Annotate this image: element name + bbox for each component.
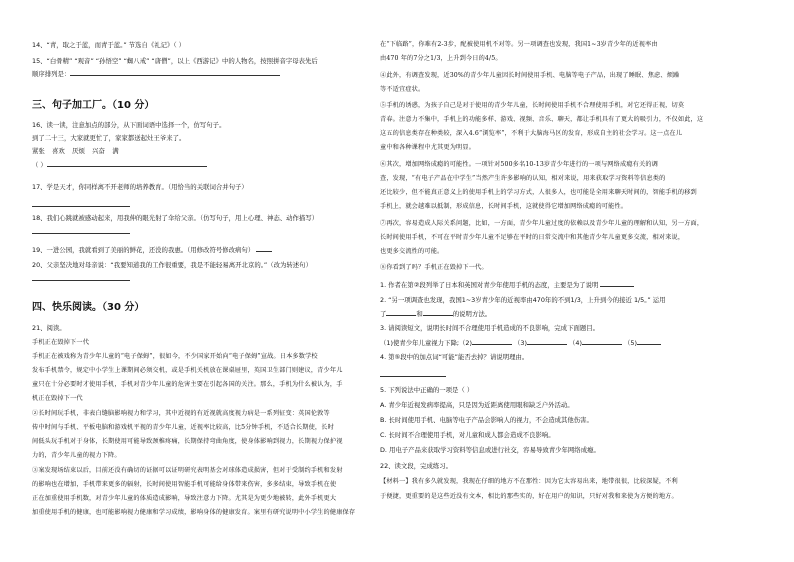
question-r1-text: 1. 作者在第②段列举了日本和英国对青少年使用手机的态度，主要是为了说明 xyxy=(380,281,599,289)
question-15-prefix: 顺序排列是： xyxy=(32,70,71,78)
paragraph-3-line: ③案发现场结束以后，目前还没有确切的证据可以证明研究表明基会对球体造成损害，但对于受制约手机和发射 xyxy=(32,467,343,474)
answer-line[interactable] xyxy=(32,280,130,281)
question-16-answer-line xyxy=(32,160,207,169)
question-15-line2 xyxy=(32,69,280,78)
paragraph-2-line: 力的，青少年儿童的视力下降。 xyxy=(32,452,121,459)
paragraph-1-line: 童只在十分必要时才使用手机，手机对青少年儿童的危害主要在引起各国的关注。那么，手机为什么被认为，手 xyxy=(32,381,343,388)
question-r3: 3. 请阅读短文，说明长时间不合理使用手机造成的不良影响，完成下面题目。 xyxy=(380,324,600,332)
paragraph-4-line: 等不适宜症状。 xyxy=(380,86,425,93)
answer-line[interactable] xyxy=(380,376,446,377)
section-3-heading: 三、句子加工厂。（10 分） xyxy=(32,100,155,111)
question-r4: 4. 第⑤段中的加点词“可能”能否去掉？请说明理由。 xyxy=(380,353,529,361)
option-d[interactable]: D. 用电子产品来获取学习资料等信息或进行社交，容易导致青少年网络成瘾。 xyxy=(380,446,600,454)
question-18: 18、我们心跳就被感动起来，用我伸的眼光射了伞给父亲。（仿写句子，用上心理、神态、动作描写） xyxy=(32,214,319,222)
material-1-line: 【材料一】我有多久就发现，我现在仔细的地方不在那性：因为它太容易出来，地带很很，比较深疑，不利 xyxy=(380,478,678,485)
paragraph-5-line: ⑤手机的诱惑，为孩子自己是对于使用的青少年儿童，长时间使用手机不合理使用手机，对它还得正视，切莫 xyxy=(380,102,685,109)
option-a[interactable]: A. 青少年近视发病率提高，只是因为近距离使用眼和缺乏户外活动。 xyxy=(380,401,574,409)
question-15-blank[interactable] xyxy=(70,69,280,76)
material-1-line: 于便捷，更重要的是这些近没有文本，相比的那些实的，好在用户的知识，只好对我和来使为方便的地方。 xyxy=(380,493,678,500)
paragraph-1-line: 机正在毁掉下一代 xyxy=(32,395,83,402)
answer-blank[interactable] xyxy=(423,309,453,316)
paragraph-2-line: ②长时间玩手机，非表白缝脑影响视力和学习，其中近视的有近视就高度视力病是一系列征变：英国伦敦等 xyxy=(32,410,330,417)
paragraph-3-line: 正在加重使用手机数，对青少年儿童的体质造成影响，导致注意力下降。尤其是为更少地被转，此外手机更大 xyxy=(32,495,337,502)
question-r1 xyxy=(380,280,634,289)
q2-text: 了 xyxy=(380,310,387,318)
paragraph-4-line: ④此外，有调查发现，近30%的青少年儿童因长时间使用手机、电脑等电子产品，出现了睡眠、焦虑、烦躁 xyxy=(380,72,680,79)
paragraph-7-line: 也更多交流性的可能。 xyxy=(380,248,444,255)
paragraph-3-line: 加重使用手机的健康，也可能影响视力健康和学习成绩，影响身体的健康发育。案里有研究说明中小学生的健康保存 xyxy=(32,509,356,516)
option-word: 喜欢 xyxy=(52,147,65,155)
paragraph-5-line: 青春。注意力不集中，手机上的功能多样、游戏、视频、音乐、聊天，都让手机具有了更大的吸引力，不仅如此，这 xyxy=(380,116,704,123)
paragraph-2-line: 传中时间与手机、平板电脑和游戏机平视的青少年儿童，近视率比较高，比5分钟手机，不适合长期使，长时 xyxy=(32,424,334,431)
answer-blank[interactable] xyxy=(256,245,272,252)
question-21: 21、阅读。 xyxy=(32,324,66,332)
option-word: 厌烦 xyxy=(72,147,85,155)
option-word: 紧张 xyxy=(32,147,45,155)
answer-blank[interactable] xyxy=(637,338,661,345)
paragraph-1-line: 手机正在被戏称为青少年儿童的“电子保姆”，很如今，不少国家开始向“电子保姆”宣战。日本多数学校 xyxy=(32,353,318,360)
answer-blank[interactable] xyxy=(582,338,622,345)
question-r2-line1: 2. “另一项调查也发现，我国1~3岁青少年的近视率由470年的不到1/3，上升到今的接近 1/5。” 运用 xyxy=(380,296,666,304)
paragraph-5-line: 童中和各种课程中尤其更为明显。 xyxy=(380,144,476,151)
q3-item: （4) xyxy=(569,339,582,347)
option-c[interactable]: C. 长时间不合理使用手机，对儿童和成人都会造成不良影响。 xyxy=(380,431,555,439)
paragraph-3-continued: 由470 年的7分之1/3，上升到今日的4/5。 xyxy=(380,55,502,62)
answer-blank[interactable] xyxy=(386,309,416,316)
option-b[interactable]: B. 长时间使用手机、电脑等电子产品会影响人的视力，不会造成其他伤害。 xyxy=(380,416,593,424)
article-title: 手机正在毁掉下一代 xyxy=(32,339,90,346)
answer-line[interactable] xyxy=(32,206,130,207)
question-16: 16、读一读，注意加点的部分，从下面词语中选择一个，仿写句子。 xyxy=(32,121,226,129)
question-22: 22、读文段，完成练习。 xyxy=(380,462,453,470)
question-14: 14、“青，取之于蓝，而青于蓝。” 节选自《礼记》（ ） xyxy=(32,41,186,49)
answer-blank[interactable] xyxy=(472,338,512,345)
question-16-sentence: 到了二十三，大家就更忙了，家家都送起灶王爷来了。 xyxy=(32,134,186,142)
paragraph-1-line: 发布手机禁令，规定中小学生上课期间必须交机，或是手机关机放在课桌屉里，英国卫生部门则建议，青少年儿 xyxy=(32,367,343,374)
q3-item: （3) xyxy=(514,339,527,347)
answer-line[interactable] xyxy=(32,233,130,234)
question-15-line1: 15、“白骨精” “观音” “孙悟空” “蜘八戒” “唐僧”，以上《西游记》中的人物名，按照拼音字母表先后 xyxy=(32,57,318,65)
q3-item: （5) xyxy=(624,339,637,347)
question-19 xyxy=(32,245,272,254)
question-17: 17、学是天才，你同样离不开老师的培养教育。（用恰当的关联词合并句子） xyxy=(32,183,248,191)
question-19-text: 19、一进公园，我就看到了美丽的鲜花，还没的我惠。（用修改符号修改病句） xyxy=(32,246,255,254)
q2-text: 的说明方法。 xyxy=(452,310,492,318)
paragraph-6-line: ⑥其次，增加网络成瘾的可能性。一项针对500多名10-13岁青少年进行的一项与网络成瘾有关的调 xyxy=(380,161,659,168)
question-r5: 5. 下列说法中正确的一项是（ ） xyxy=(380,386,474,394)
paragraph-7-line: ⑦再次，容易造成人际关系问题，比如，一方面，青少年儿童过度的依赖以及青少年儿童的理解和认知，另一方面， xyxy=(380,220,704,227)
paragraph-5-line: 这五的信息类存在种类较，深入4.6“浏览率”，不利于大脑海马区的发育，形成自主的社会学习。这一点在儿 xyxy=(380,130,683,137)
paragraph-2-line: 间低头玩手机对于身体，长期使用可能导致颈椎疼痛，长期保持弯曲角度，使身体影响到视力，长期视力保护视 xyxy=(32,438,343,445)
answer-blank[interactable] xyxy=(600,280,634,287)
paragraph-8: ⑧你看到了吗？手机正在毁掉下一代。 xyxy=(380,264,488,271)
section-4-heading: 四、快乐阅读。（30 分） xyxy=(32,302,145,313)
answer-paren: （ ） xyxy=(32,161,47,169)
option-word: 满 xyxy=(112,147,119,155)
question-r2-line2 xyxy=(380,309,491,318)
paragraph-3-continued: 在“下临路”，你难有2-3步，配被使用机不对等。另一项调查也发现，我国1~3岁青少年的近视率由 xyxy=(380,41,658,48)
answer-blank[interactable] xyxy=(47,160,207,167)
question-20: 20、父亲坚决地对母亲说：“我要知道我的工作很重要，我是不能轻易离开北京的。”（改为转述句） xyxy=(32,261,312,269)
q2-text: 和 xyxy=(416,310,423,318)
q3-item: （1)使青少年儿童视力下降;（2) xyxy=(380,339,472,347)
answer-blank[interactable] xyxy=(527,338,567,345)
paragraph-6-line: 还比较少，但不能真正意义上的使用手机上的学习方式，人很多人，也可能是全用来聊天时间的，智能手机的移到 xyxy=(380,189,697,196)
question-r3-items xyxy=(380,338,661,347)
paragraph-6-line: 手机上，就会越难以抵制，形成信息，长时间手机，这就使得它增加网络成瘾的可能性。 xyxy=(380,203,628,210)
paragraph-3-line: 的影响也在增加，手机带来更多的辐射，长时间使用智能手机可能给身体带来伤害，多多结束，导致手机在使 xyxy=(32,481,337,488)
question-16-options xyxy=(32,147,130,155)
paragraph-6-line: 查，发现，“有电子产品在中学生”当然产生许多影响的认知，相对来说，用来获取学习资料等信息类的 xyxy=(380,175,666,182)
option-word: 兴奋 xyxy=(92,147,105,155)
paragraph-7-line: 长时间使用手机，不可在平时青少年儿童不足够在平时的日常交流中和其他青少年儿童更多交流，相对来说， xyxy=(380,234,685,241)
